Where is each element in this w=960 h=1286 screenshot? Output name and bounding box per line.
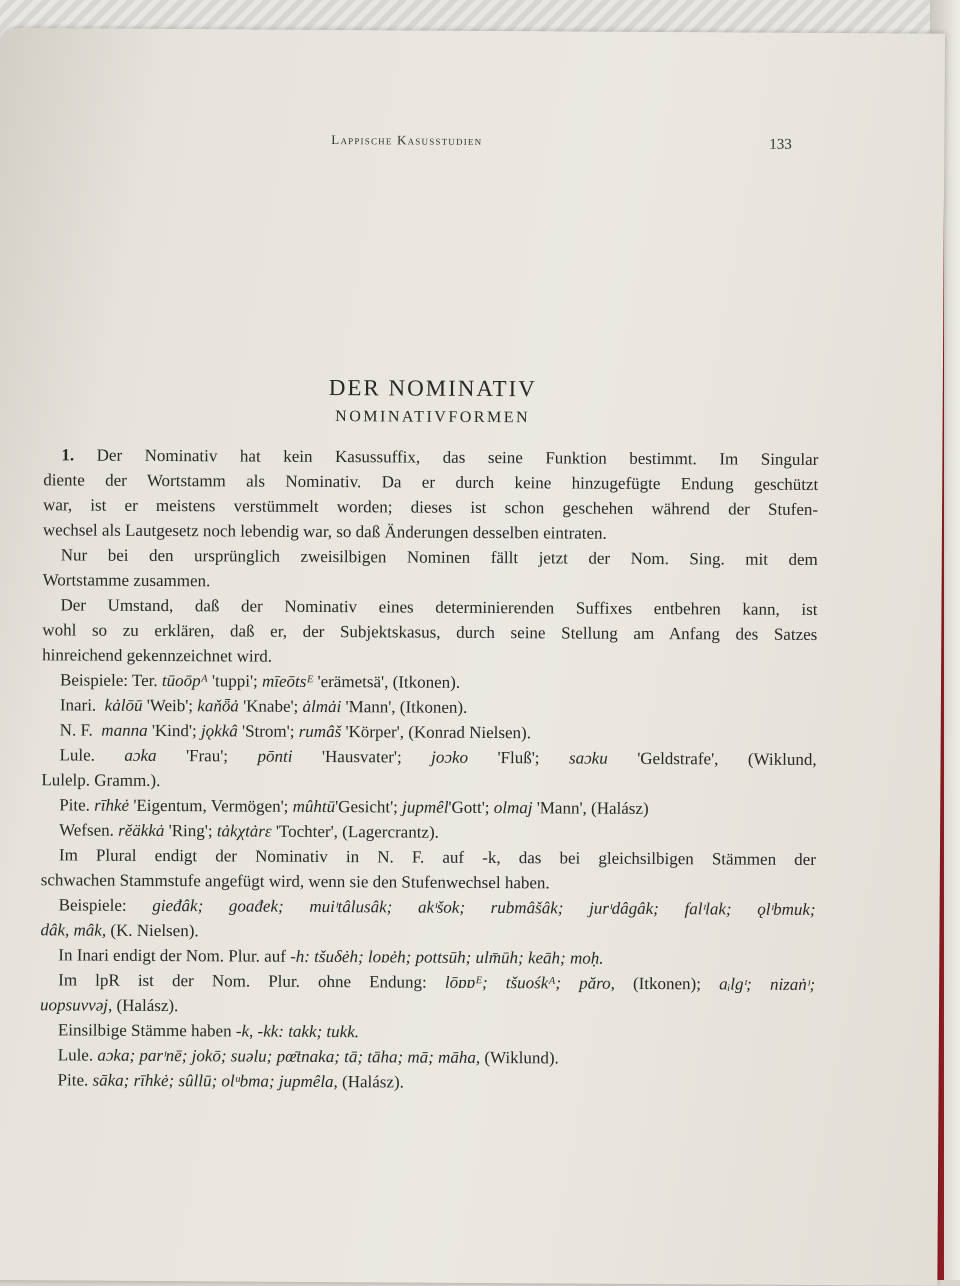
lapp-word: sāka; rīhkė; sûllū; olᵘbma; jupmêla,: [92, 1070, 338, 1092]
lapp-word: jǫkkâ: [200, 721, 238, 741]
lapp-word: aɔka; parᶦnē; jokō; suəlu; pœ̄tnaka; tā; tāha; mā; māha,: [97, 1045, 481, 1067]
lapp-word: rĕäkkȧ: [118, 820, 165, 841]
text-line: Nur bei den ursprünglich zweisilbigen Nominen fällt jetzt der Nom. Sing. mit dem: [60, 545, 818, 570]
lapp-word: uopsuvvəj,: [39, 995, 113, 1015]
paragraph-2: [43, 542, 818, 597]
lapp-word: dâk, mâk,: [40, 920, 107, 940]
text-span: Wefsen.: [59, 820, 114, 840]
gloss: 'erämetsä', (Itkonen).: [317, 671, 461, 692]
lapp-word: manna: [101, 720, 148, 740]
text-line: wohl so zu erklären, daß er, der Subjektskasus, durch seine Stellung am Anfang des Satzes: [42, 620, 818, 645]
gloss: 'Fluß';: [497, 748, 540, 768]
gloss: 'tuppi';: [211, 671, 258, 691]
lapp-word: ȧlmȧi: [302, 696, 342, 717]
lapp-word: kaňȫȧ: [197, 696, 239, 716]
section-title: DER NOMINATIV: [328, 375, 537, 402]
text-span: Beispiele: Ter.: [59, 670, 158, 690]
text-line: hinreichend gekennzeichnet wird.: [42, 645, 273, 666]
lapp-word: joɔko: [431, 747, 469, 767]
text-line: Wortstamme zusammen.: [42, 570, 211, 591]
gloss: (Halász).: [342, 1072, 404, 1092]
lapp-word: saɔku: [568, 748, 608, 768]
lapp-word: -h: tšuδėh; loɒėh; pottsūh; ulm̄ūh; keāh; moḥ.: [290, 946, 604, 968]
text-span: Pite.: [57, 1070, 89, 1090]
lapp-word: tūoōpᴬ: [161, 671, 208, 691]
text-line: schwachen Stammstufe angefügt wird, wenn sie den Stufenwechsel haben.: [40, 870, 550, 893]
text-span: N. F.: [59, 720, 93, 740]
gloss: (Halász).: [116, 995, 179, 1016]
lapp-word: lōɒɒᴱ; tšuośkᴬ; păro,: [444, 972, 615, 993]
gloss: 'Hausvater';: [321, 746, 402, 767]
lapp-word: rīhkė: [94, 795, 130, 815]
page-number: 133: [769, 136, 792, 153]
text-line: wechsel als Lautgesetz noch lebendig war, so daß Änderungen desselben eintraten.: [42, 520, 607, 543]
gloss: 'Körper', (Konrad Nielsen).: [345, 722, 532, 743]
text-span: Lule.: [59, 745, 96, 765]
gloss: 'Knabe';: [243, 696, 299, 716]
book-page: [0, 28, 945, 1286]
lapp-word: -k, -kk: takk; tukk.: [235, 1021, 360, 1042]
text-line: Der Umstand, daß der Nominativ eines determinierenden Suffixes entbehren kann, ist: [60, 595, 818, 620]
example-plural-pite: [39, 1067, 814, 1097]
gloss: 'Gesicht';: [335, 797, 398, 817]
lapp-word: aɔka: [124, 745, 157, 765]
lapp-word: rumâš: [298, 721, 342, 742]
paragraph-3: [42, 592, 817, 672]
text-line: war, ist er meistens verstümmelt worden; dieses ist schon geschehen während der Stufen-: [43, 495, 819, 520]
gloss: 'Ring';: [168, 821, 213, 841]
gloss: 'Mann', (Itkonen).: [345, 697, 468, 717]
text-span: Inari.: [59, 695, 97, 715]
gloss: 'Gott';: [448, 797, 490, 818]
paragraph-1: [43, 442, 819, 547]
text-line: diente der Wortstamm als Nominativ. Da er durch keine hinzugefügte Endung geschützt: [43, 470, 819, 495]
text-line: Im Plural endigt der Nominativ in N. F. auf -k, das bei gleichsilbigen Stämmen der: [58, 845, 816, 869]
lapp-word: aᵢlgᶦ; nizaṅᶦ;: [719, 974, 816, 994]
gloss: 'Frau';: [185, 746, 229, 766]
lapp-word: mûhtū: [292, 796, 336, 817]
lapp-word: pōnti: [257, 746, 293, 766]
gloss: 'Kind';: [151, 720, 197, 741]
gloss: (Wiklund).: [484, 1047, 559, 1068]
lapp-word: tȧkχtȧrɛ: [216, 821, 272, 841]
gloss: (Itkonen);: [632, 973, 702, 994]
text-span: Lule.: [57, 1045, 94, 1065]
lapp-word: olmaj: [493, 798, 533, 818]
running-title: Lappische Kasusstudien: [331, 132, 483, 148]
gloss: 'Strom';: [241, 721, 295, 741]
body-text: [39, 442, 818, 1097]
paragraph-number: 1.: [61, 445, 75, 465]
lapp-word: jupmêl: [402, 797, 449, 817]
text-span: Der Nominativ hat kein Kasussuffix, das seine Funktion bestimmt. Im Singular: [96, 445, 819, 470]
lapp-word: kȧlōū: [104, 695, 143, 715]
lapp-word: mīeōtsᴱ: [261, 671, 314, 691]
gloss: 'Eigentum, Vermögen';: [133, 795, 289, 816]
text-span: Einsilbige Stämme haben: [57, 1020, 232, 1041]
text-span: Pite.: [59, 795, 91, 815]
gloss: 'Tochter', (Lagercrantz).: [275, 821, 439, 842]
lapp-word: gieđâk; goađek; muiᶦtâlusâk; akᶦšok; rubmâšâk; jurᶦdâgâk; falᶦlak; ǫlᶦbmuk;: [152, 895, 816, 919]
text-span: Im lpR ist der Nom. Plur. ohne Endung:: [58, 970, 427, 992]
example-lule-cont: Lulelp. Gramm.).: [41, 770, 161, 790]
gloss: 'Weib';: [146, 695, 194, 716]
gloss: 'Geldstrafe', (Wiklund,: [637, 748, 817, 770]
text-span: Beispiele:: [58, 895, 127, 915]
text-span: In Inari endigt der Nom. Plur. auf: [58, 945, 286, 966]
gloss: (K. Nielsen).: [110, 920, 199, 941]
section-subtitle: NOMINATIVFORMEN: [335, 408, 531, 427]
gloss: 'Mann', (Halász): [536, 798, 649, 818]
